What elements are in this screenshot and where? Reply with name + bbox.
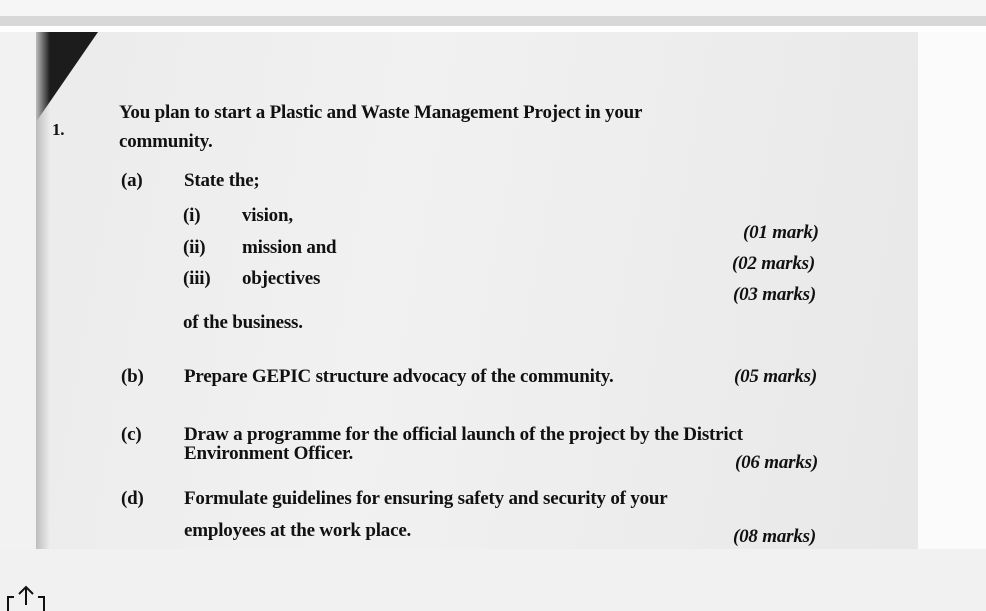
part-d-label: (d) [121, 488, 144, 509]
part-a-i-marks: (01 mark) [743, 222, 819, 243]
part-a-ii-text: mission and [242, 237, 337, 258]
top-bar [0, 0, 986, 32]
part-a-i-text: vision, [242, 205, 293, 226]
question-number: 1. [52, 120, 65, 139]
part-a-i-label: (i) [183, 205, 201, 226]
part-c-marks: (06 marks) [735, 452, 818, 473]
part-d-line2: employees at the work place. [184, 520, 412, 541]
part-c-line2: Environment Officer. [184, 443, 354, 464]
page-margin [918, 32, 986, 549]
part-a-text: State the; [184, 170, 260, 191]
part-a-ii-label: (ii) [183, 237, 206, 258]
part-a-iii-marks: (03 marks) [733, 284, 816, 305]
part-a-ii-marks: (02 marks) [732, 253, 815, 274]
part-b-label: (b) [121, 366, 144, 387]
part-c-line1: Draw a programme for the official launch of the project by the District [184, 424, 743, 445]
part-b-text: Prepare GEPIC structure advocacy of the community. [184, 366, 614, 387]
part-a-closing: of the business. [183, 312, 303, 333]
part-b-marks: (05 marks) [734, 366, 817, 387]
part-d-line1: Formulate guidelines for ensuring safety and security of your [184, 488, 668, 509]
part-c-label: (c) [121, 424, 142, 445]
part-a-iii-text: objectives [242, 268, 321, 289]
part-a-iii-label: (iii) [183, 268, 211, 289]
bottom-toolbar [0, 549, 986, 611]
part-d-marks: (08 marks) [733, 526, 816, 547]
part-a-label: (a) [121, 170, 143, 191]
question-stem-line1: You plan to start a Plastic and Waste Management Project in your [119, 102, 643, 123]
question-stem-line2: community. [119, 131, 213, 152]
share-icon[interactable] [6, 585, 46, 611]
page-edge-shadow [36, 32, 50, 549]
